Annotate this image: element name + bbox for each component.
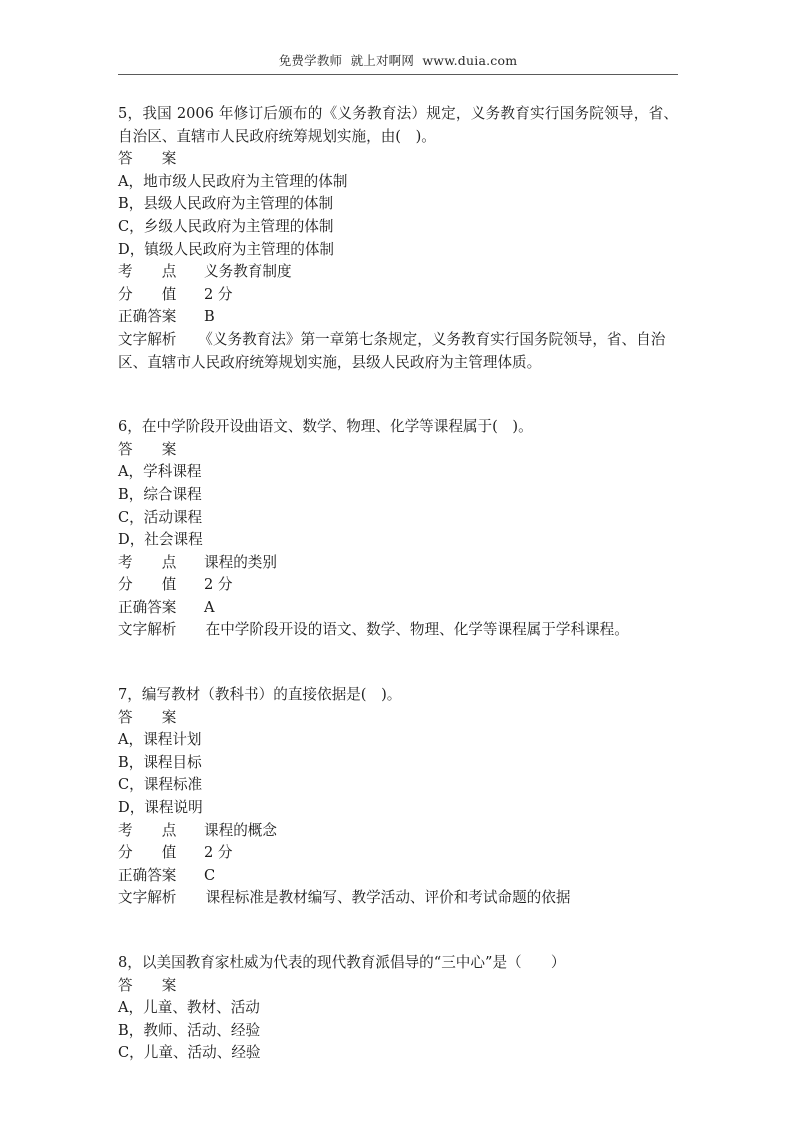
question-block bbox=[118, 952, 678, 1065]
option-b[interactable]: B，县级人民政府为主管理的体制 bbox=[118, 195, 334, 213]
option-c[interactable]: C，活动课程 bbox=[118, 508, 203, 526]
option-d[interactable]: D，社会课程 bbox=[118, 531, 203, 549]
score-row bbox=[118, 284, 678, 307]
option-b[interactable]: B，课程目标 bbox=[118, 753, 202, 771]
correct-answer-row bbox=[118, 306, 678, 329]
analysis-value: 《义务教育法》第一章第七条规定，义务教育实行国务院领导，省、自治区、直辖市人民政府统筹规划实施，县级人民政府为主管理体质。 bbox=[118, 330, 666, 371]
score-label: 分 值 bbox=[118, 285, 177, 303]
score-value: 2 分 bbox=[204, 844, 233, 862]
kaodian-row bbox=[118, 261, 678, 284]
correct-answer-value: B bbox=[204, 308, 215, 326]
answer-heading: 答 案 bbox=[118, 440, 177, 458]
analysis-value: 在中学阶段开设的语文、数学、物理、化学等课程属于学科课程。 bbox=[205, 621, 629, 639]
option-d[interactable]: D，课程说明 bbox=[118, 799, 203, 817]
kaodian-label: 考 点 bbox=[118, 553, 177, 571]
analysis-row bbox=[118, 887, 678, 910]
correct-answer-value: C bbox=[204, 866, 216, 884]
option-a[interactable]: A，地市级人民政府为主管理的体制 bbox=[118, 172, 348, 190]
analysis-row bbox=[118, 619, 678, 642]
kaodian-value: 义务教育制度 bbox=[204, 263, 292, 281]
question-stem: 5，我国 2006 年修订后颁布的《义务教育法）规定，义务教育实行国务院领导，省、自治区、直辖市人民政府统筹规划实施，由( )。 bbox=[118, 105, 678, 145]
page-content bbox=[118, 0, 678, 1065]
correct-answer-row bbox=[118, 597, 678, 620]
kaodian-label: 考 点 bbox=[118, 263, 177, 281]
correct-answer-value: A bbox=[204, 598, 215, 616]
option-c[interactable]: C，儿童、活动、经验 bbox=[118, 1044, 261, 1062]
question-block bbox=[118, 103, 678, 374]
kaodian-value: 课程的类别 bbox=[204, 553, 277, 571]
analysis-label: 文字解析 bbox=[118, 889, 177, 907]
question-block bbox=[118, 684, 678, 910]
question-list bbox=[118, 103, 678, 1065]
kaodian-label: 考 点 bbox=[118, 821, 177, 839]
kaodian-row bbox=[118, 820, 678, 843]
score-label: 分 值 bbox=[118, 844, 177, 862]
question-stem: 6，在中学阶段开设曲语文、数学、物理、化学等课程属于( )。 bbox=[118, 418, 533, 436]
option-c[interactable]: C，课程标准 bbox=[118, 776, 203, 794]
score-row bbox=[118, 574, 678, 597]
correct-answer-label: 正确答案 bbox=[118, 866, 177, 884]
correct-answer-row bbox=[118, 865, 678, 888]
analysis-row bbox=[118, 329, 678, 374]
correct-answer-label: 正确答案 bbox=[118, 598, 177, 616]
score-row bbox=[118, 842, 678, 865]
question-stem: 7，编写教材（教科书）的直接依据是( )。 bbox=[118, 686, 402, 704]
answer-heading: 答 案 bbox=[118, 150, 177, 168]
option-d[interactable]: D，镇级人民政府为主管理的体制 bbox=[118, 240, 335, 258]
option-b[interactable]: B，教师、活动、经验 bbox=[118, 1021, 261, 1039]
kaodian-row bbox=[118, 552, 678, 575]
answer-heading: 答 案 bbox=[118, 708, 177, 726]
kaodian-value: 课程的概念 bbox=[204, 821, 277, 839]
analysis-label: 文字解析 bbox=[118, 330, 177, 348]
site-header-text: 免费学教师 就上对啊网 www.duia.com bbox=[278, 53, 518, 68]
option-c[interactable]: C，乡级人民政府为主管理的体制 bbox=[118, 217, 334, 235]
question-block bbox=[118, 416, 678, 642]
score-label: 分 值 bbox=[118, 576, 177, 594]
analysis-label: 文字解析 bbox=[118, 621, 177, 639]
analysis-value: 课程标准是教材编写、教学活动、评价和考试命题的依据 bbox=[205, 889, 571, 907]
option-a[interactable]: A，儿童、教材、活动 bbox=[118, 999, 260, 1017]
question-stem: 8，以美国教育家杜威为代表的现代教育派倡导的“三中心”是（ ） bbox=[118, 954, 566, 971]
option-b[interactable]: B，综合课程 bbox=[118, 485, 202, 503]
score-value: 2 分 bbox=[204, 285, 233, 303]
answer-heading: 答 案 bbox=[118, 976, 177, 994]
score-value: 2 分 bbox=[204, 576, 233, 594]
option-a[interactable]: A，学科课程 bbox=[118, 463, 202, 481]
correct-answer-label: 正确答案 bbox=[118, 308, 177, 326]
option-a[interactable]: A，课程计划 bbox=[118, 731, 202, 749]
document-header bbox=[118, 0, 678, 75]
header-divider bbox=[118, 74, 678, 75]
